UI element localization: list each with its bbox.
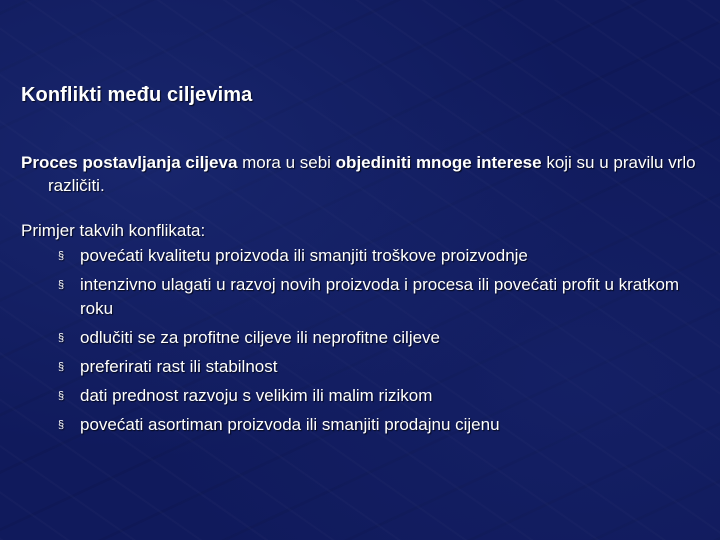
conflict-list [21, 244, 711, 437]
square-bullet-icon: § [58, 390, 65, 402]
intro-paragraph [21, 151, 711, 197]
list-item-text: preferirati rast ili stabilnost [80, 357, 278, 376]
list-item [58, 273, 711, 321]
square-bullet-icon: § [58, 361, 65, 373]
paragraph-text-1: mora u sebi [237, 153, 336, 172]
paragraph-text-2: koji su u pravilu vrlo različiti. [48, 153, 696, 195]
list-item [58, 413, 711, 437]
list-item-text: dati prednost razvoju s velikim ili malim rizikom [80, 386, 433, 405]
list-item [58, 326, 711, 350]
square-bullet-icon: § [58, 332, 65, 344]
bold-phrase-process: Proces postavljanja ciljeva [21, 153, 238, 172]
list-item [58, 244, 711, 268]
list-item-text: povećati asortiman proizvoda ili smanjiti prodajnu cijenu [80, 415, 500, 434]
list-item [58, 355, 711, 379]
square-bullet-icon: § [58, 419, 65, 431]
square-bullet-icon: § [58, 279, 65, 291]
list-item [58, 384, 711, 408]
square-bullet-icon: § [58, 250, 65, 262]
list-item-text: odlučiti se za profitne ciljeve ili neprofitne ciljeve [80, 328, 441, 347]
list-item-text: intenzivno ulagati u razvoj novih proizvoda i procesa ili povećati profit u kratkom roku [80, 275, 680, 318]
list-item-text: povećati kvalitetu proizvoda ili smanjiti troškove proizvodnje [80, 246, 528, 265]
slide-title: Konflikti među ciljevima [21, 84, 253, 106]
examples-heading: Primjer takvih konflikata: [21, 221, 206, 240]
bold-phrase-interests: objediniti mnoge interese [335, 153, 542, 172]
slide-body [21, 151, 711, 442]
